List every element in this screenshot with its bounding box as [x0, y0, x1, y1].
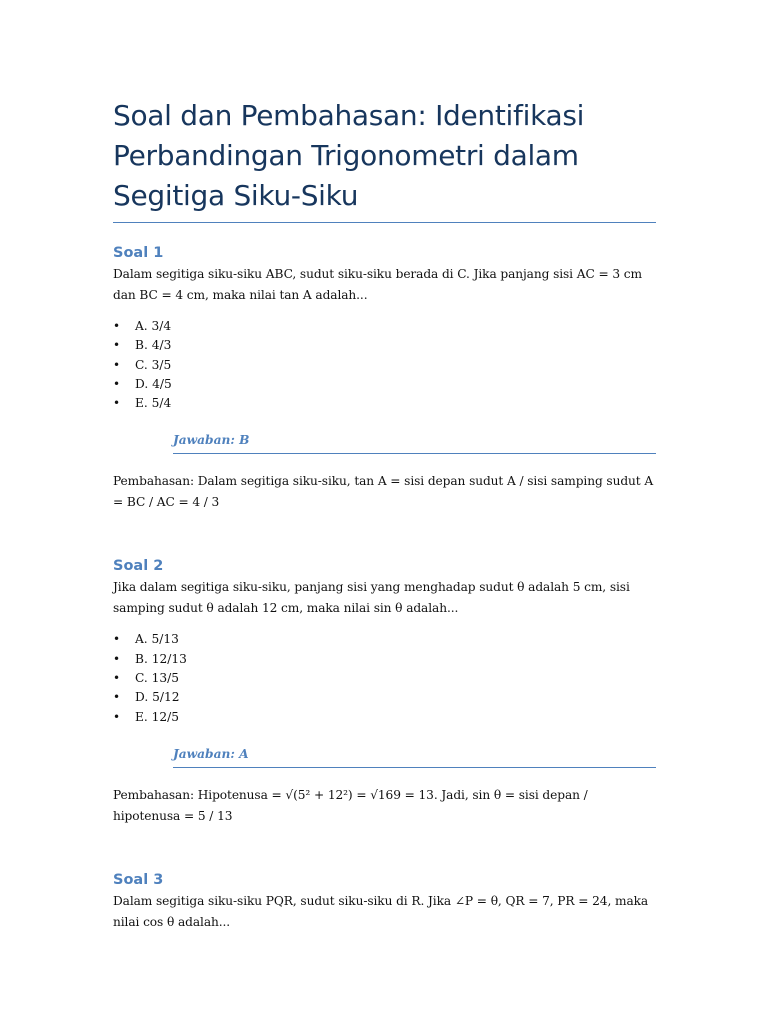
question-text: Jika dalam segitiga siku-siku, panjang sisi yang menghadap sudut θ adalah 5 cm, sisi samping sudut θ adalah 12 cm, maka nilai sin θ adalah... — [113, 580, 630, 616]
question-text: Dalam segitiga siku-siku ABC, sudut siku-siku berada di C. Jika panjang sisi AC = 3 cm dan BC = 4 cm, maka nilai tan A adalah... — [113, 267, 642, 302]
option-item: • A. 5/13 — [113, 630, 656, 649]
document-page — [113, 96, 656, 933]
answer-block — [173, 743, 656, 768]
option-item: • D. 5/12 — [113, 688, 656, 707]
bullet: • — [113, 319, 121, 333]
soal-3-section — [113, 870, 656, 933]
options-list — [113, 630, 656, 726]
option-item: • C. 13/5 — [113, 669, 656, 688]
bullet: • — [113, 396, 121, 411]
option-item: • E. 5/4 — [113, 394, 656, 413]
option-item: • C. 3/5 — [113, 356, 656, 375]
option-item: • E. 12/5 — [113, 708, 656, 727]
bullet: • — [113, 338, 121, 353]
options-list — [113, 317, 656, 413]
explanation-text: Pembahasan: Hipotenusa = √(5² + 12²) = √169 = 13. Jadi, sin θ = sisi depan / hipotenusa = 5 / 13 — [113, 787, 588, 823]
explanation-text: Pembahasan: Dalam segitiga siku-siku, tan A = sisi depan sudut A / sisi samping sudut A = BC / AC = 4 / 3 — [113, 474, 654, 510]
answer-text: Jawaban: B — [173, 433, 250, 448]
soal-heading: Soal 2 — [113, 558, 164, 575]
bullet: • — [113, 651, 121, 666]
option-item: • D. 4/5 — [113, 375, 656, 394]
soal-2-section — [113, 556, 656, 826]
option-item: • B. 4/3 — [113, 336, 656, 355]
soal-heading: Soal 3 — [113, 871, 164, 888]
soal-heading: Soal 1 — [113, 245, 164, 261]
bullet: • — [113, 690, 121, 705]
soal-1-section — [113, 243, 656, 513]
document-title: Soal dan Pembahasan: Identifikasi Perbandingan Trigonometri dalam Segitiga Siku-Siku — [113, 96, 656, 223]
option-item: • B. 12/13 — [113, 650, 656, 669]
answer-block — [173, 429, 656, 454]
bullet: • — [113, 709, 121, 724]
bullet: • — [113, 357, 121, 372]
answer-text: Jawaban: A — [173, 746, 249, 761]
question-text: Dalam segitiga siku-siku PQR, sudut siku-siku di R. Jika ∠P = θ, QR = 7, PR = 24, maka nilai cos θ adalah... — [113, 893, 649, 929]
bullet: • — [113, 671, 121, 686]
bullet: • — [113, 632, 121, 647]
bullet: • — [113, 376, 121, 391]
option-item: • A. 3/4 — [113, 317, 656, 336]
